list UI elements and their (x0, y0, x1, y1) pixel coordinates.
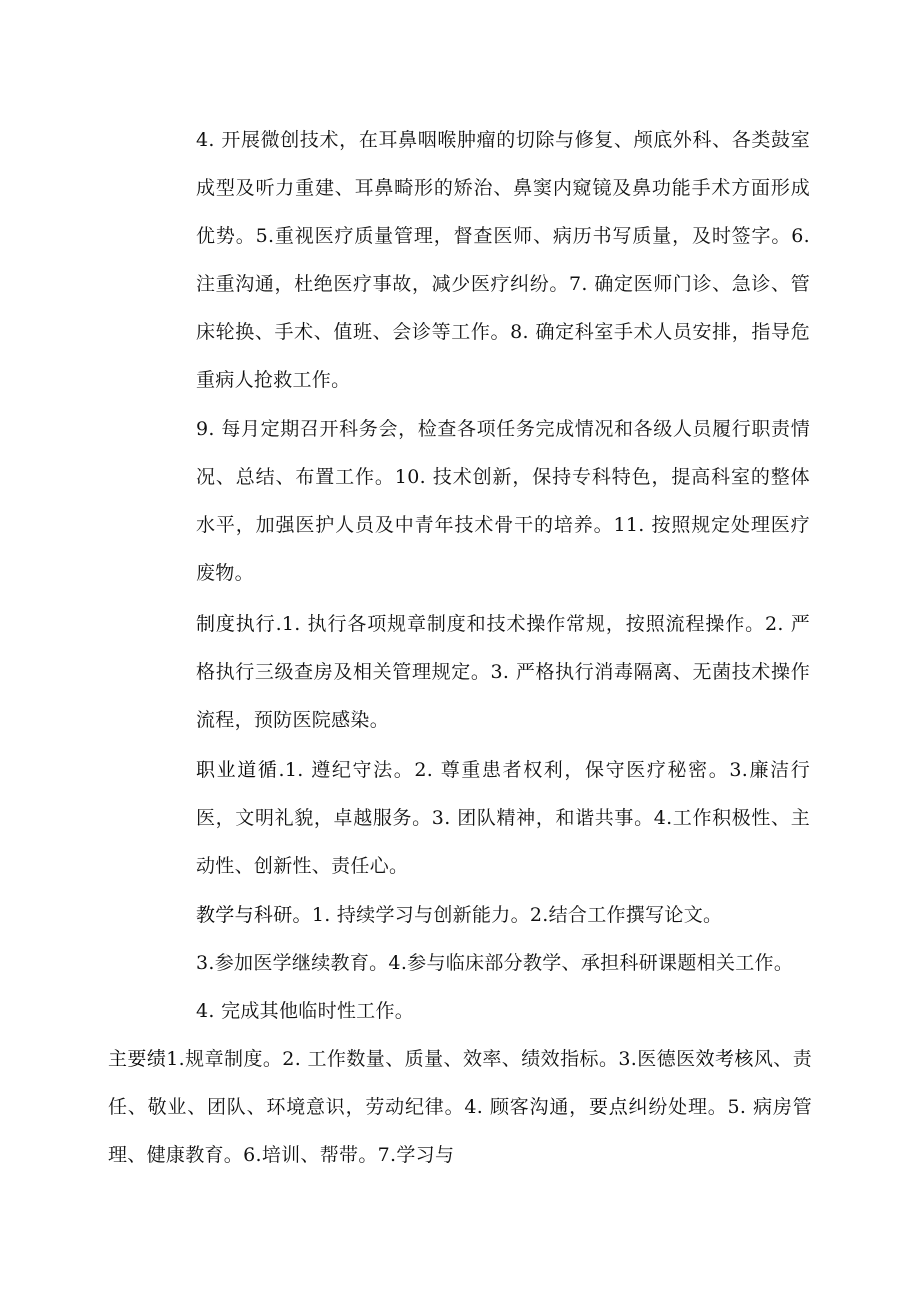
paragraph-teaching-research (196, 891, 810, 939)
paragraph-text: .1. 遵纪守法。2. 尊重患者权利，保守医疗秘密。3.廉洁行医，文明礼貌，卓越服务。3. 团队精神，和谐共事。4.工作积极性、主动性、创新性、责任心。 (196, 759, 810, 877)
paragraph-text: 风、责任、敬业、团队、环境意识，劳动纪律。4. 顾客沟通， (108, 1048, 812, 1118)
paragraph-text: 4. 完成其他临时性工作。 (196, 1000, 415, 1022)
paragraph-text: .1. 执行各项规章制度和技术操作常规，按照流程操作。2. 严格执行三级查房及相关管理规定。3. 严格执行消毒隔离、无菌技术操作流程，预防医院感染。 (196, 613, 810, 731)
paragraph-text: 4. 开展微创技术，在耳鼻咽喉肿瘤的切除与修复、颅底外科、各类鼓室成型及听力重建、耳鼻畸形的矫治、鼻窦内窥镜及鼻功能手术方面形成优势。5.重视医疗质量管理，督查医师、病历书写质量，及时签字。6.注重沟通，杜绝医疗事故，减少医疗纠纷。7. 确定医师门诊、急诊、管床轮换、手术、值班、会诊等工作。8. 确定科室手术人员安排，指导危重病人抢救工作。 (196, 129, 810, 391)
paragraph-other-tasks (196, 987, 810, 1035)
inline-heading-assessment: 效考核 (695, 1048, 754, 1070)
section-heading-teaching: 教学与科研。 (196, 904, 312, 926)
paragraph-text: 1. 持续学习与创新能力。2.结合工作撰写论文。 (311, 904, 723, 926)
paragraph-regulation-execution (196, 600, 810, 744)
paragraph-department-management (196, 405, 810, 597)
paragraph-text: 3.参加医学继续教育。4.参与临床部分教学、承担科研课题相关工作。 (196, 952, 794, 974)
paragraph-professional-ethics (196, 746, 810, 890)
inline-heading-keypoints: 要点 (588, 1096, 629, 1118)
paragraph-text: 纠纷处理。5. 病房管理、健康教育。6.培训、帮带。7.学习与 (108, 1096, 813, 1166)
section-heading-ethics: 职业道循 (196, 759, 279, 781)
paragraph-text: 9. 每月定期召开科务会，检查各项任务完成情况和各级人员履行职责情况、总结、布置工作。10. 技术创新，保持专科特色，提高科室的整体水平，加强医护人员及中青年技术骨干的培养。11. 按照规定处理医疗废物。 (196, 418, 810, 584)
paragraph-performance-points (108, 1035, 812, 1179)
paragraph-text: 1.规章制度。2. 工作数量、质量、效率、绩效指标。3.医德医 (166, 1048, 696, 1070)
paragraph-clinical-duties (196, 116, 810, 404)
paragraph-continuing-education (196, 939, 810, 987)
section-heading-performance: 主要绩 (108, 1048, 167, 1070)
section-heading-regulation: 制度执行 (196, 613, 276, 635)
